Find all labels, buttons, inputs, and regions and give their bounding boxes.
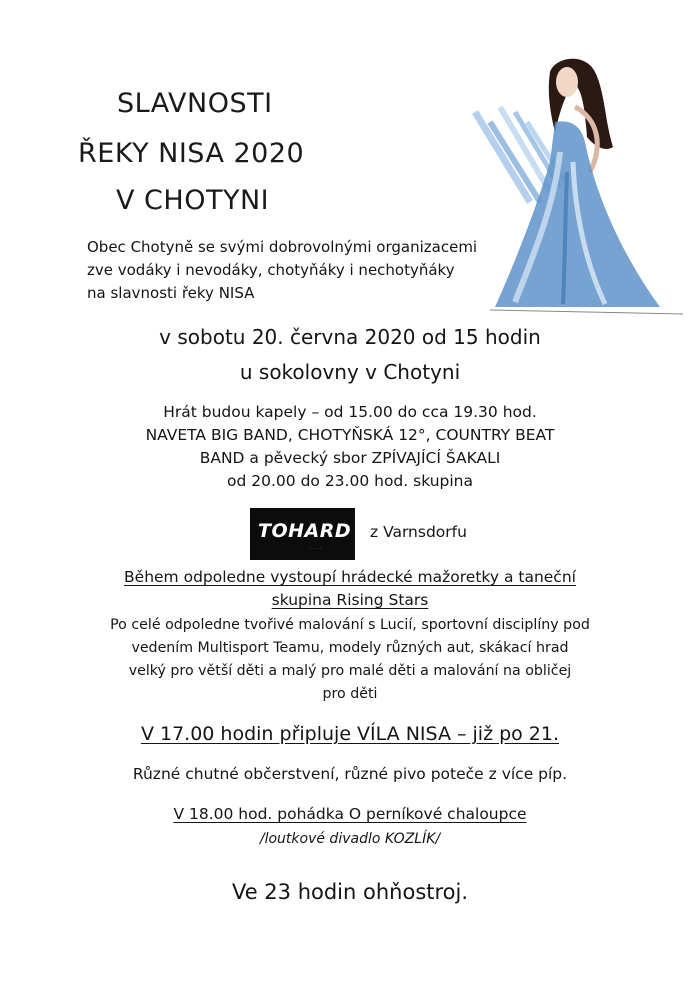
refreshments-line: Různé chutné občerstvení, různé pivo poteče z více píp. xyxy=(132,765,568,783)
bands-line: BAND a pěvecký sbor ZPÍVAJÍCÍ ŠAKALI xyxy=(199,449,501,467)
title-line-3: V CHOTYNI xyxy=(116,185,270,216)
intro-line: Obec Chotyně se svými dobrovolnými organizacemi xyxy=(87,238,478,256)
logo-decoration: · · · · xyxy=(310,546,322,552)
vila-nisa-line: V 17.00 hodin připluje VÍLA NISA – již po 21. xyxy=(140,723,560,745)
activities-line: velký pro větší děti a malý pro malé děti a malování na obličej xyxy=(128,663,572,679)
fairytale-line: V 18.00 hod. pohádka O perníkové chaloupce xyxy=(173,805,527,823)
fireworks-line: Ve 23 hodin ohňostroj. xyxy=(231,880,469,904)
intro-paragraph xyxy=(87,236,477,305)
place-line: u sokolovny v Chotyni xyxy=(239,360,461,384)
intro-line: na slavnosti řeky NISA xyxy=(87,284,255,302)
logo-origin: z Varnsdorfu xyxy=(370,523,467,541)
bands-line: Hrát budou kapely – od 15.00 do cca 19.30 hod. xyxy=(163,403,537,421)
tohard-logo xyxy=(250,508,355,560)
date-line: v sobotu 20. června 2020 od 15 hodin xyxy=(159,325,541,349)
title-line-1: SLAVNOSTI xyxy=(117,88,273,119)
majorettes-line: Během odpoledne vystoupí hrádecké mažoretky a taneční xyxy=(124,568,576,586)
bands-line: od 20.00 do 23.00 hod. skupina xyxy=(227,472,473,490)
majorettes-line: skupina Rising Stars xyxy=(271,591,429,609)
bands-paragraph xyxy=(0,401,700,493)
theatre-line: /loutkové divadlo KOZLÍK/ xyxy=(259,831,441,847)
majorettes-paragraph xyxy=(0,566,700,612)
activities-line: pro děti xyxy=(322,686,378,702)
bands-line: NAVETA BIG BAND, CHOTYŇSKÁ 12°, COUNTRY BEAT xyxy=(145,426,555,444)
activities-paragraph xyxy=(0,614,700,706)
intro-line: zve vodáky i nevodáky, chotyňáky i nechotyňáky xyxy=(87,261,455,279)
activities-line: vedením Multisport Teamu, modely různých aut, skákací hrad xyxy=(131,640,569,656)
tohard-logo-text: TOHARD xyxy=(258,520,352,542)
activities-line: Po celé odpoledne tvořivé malování s Lucií, sportovní disciplíny pod xyxy=(110,617,590,633)
fairy-face xyxy=(556,67,578,97)
fairy-illustration xyxy=(455,52,685,317)
title-line-2: ŘEKY NISA 2020 xyxy=(78,138,305,169)
